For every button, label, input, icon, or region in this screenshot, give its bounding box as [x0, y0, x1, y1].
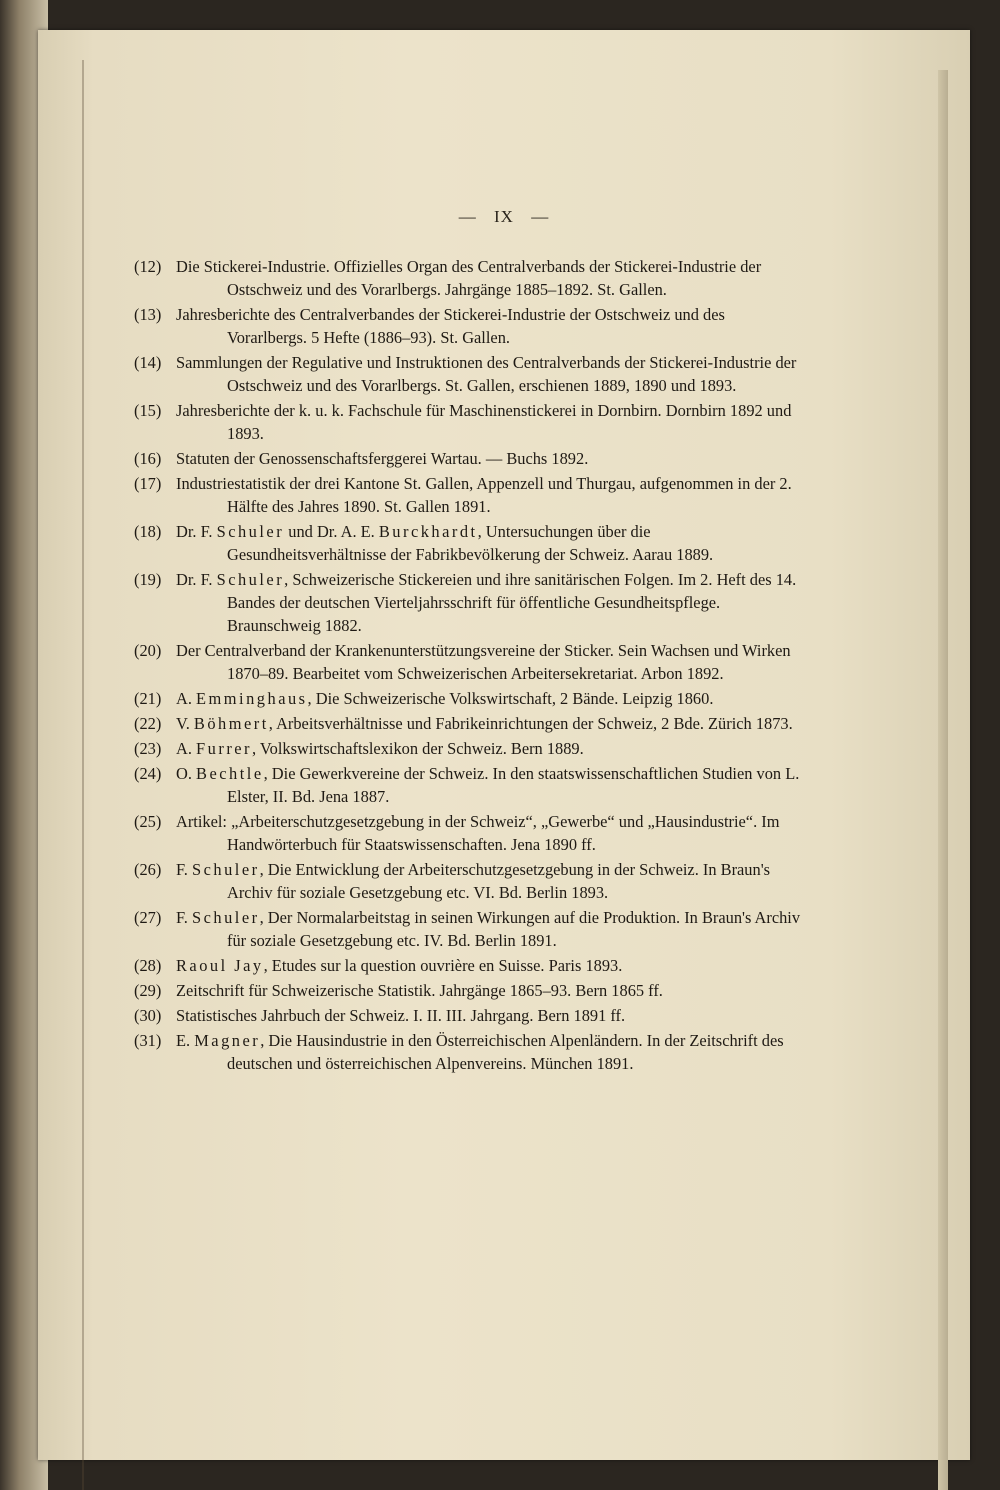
entry-title: , Untersuchungen über die Gesundheitsverhältnisse der Fabrikbevölkerung der Schweiz. Aarau 1889. — [227, 522, 714, 564]
bibliography-entry — [134, 472, 802, 518]
entry-text — [176, 522, 713, 564]
entry-text — [176, 1006, 625, 1025]
entry-text — [176, 860, 770, 902]
entry-number: (28) — [134, 956, 162, 975]
entry-number: (29) — [134, 981, 162, 1000]
entry-number: (15) — [134, 401, 162, 420]
author-initials: F. — [176, 908, 192, 927]
entry-title: Zeitschrift für Schweizerische Statistik. Jahrgänge 1865–93. Bern 1865 ff. — [176, 981, 663, 1000]
entry-title: Jahresberichte der k. u. k. Fachschule für Maschinenstickerei in Dornbirn. Dornbirn 1892 und 1893. — [176, 401, 792, 443]
entry-number: (26) — [134, 860, 162, 879]
entry-text — [176, 474, 792, 516]
author-name: Emminghaus — [196, 689, 308, 708]
bibliography-entry — [134, 687, 802, 710]
bibliography-entry — [134, 712, 802, 735]
entry-title: , Die Schweizerische Volkswirtschaft, 2 Bände. Leipzig 1860. — [307, 689, 714, 708]
bibliography-entry — [134, 447, 802, 470]
entry-title: , Etudes sur la question ouvrière en Suisse. Paris 1893. — [263, 956, 623, 975]
entry-title: Die Stickerei-Industrie. Offizielles Organ des Centralverbands der Stickerei-Industrie der Ostschweiz und des Vorarlbergs. Jahrgänge 1885–1892. St. Gallen. — [176, 257, 762, 299]
author-name: Schuler — [216, 522, 285, 541]
entry-text — [176, 689, 713, 708]
page-header — [38, 207, 970, 227]
entry-number: (23) — [134, 739, 162, 758]
entry-text — [176, 570, 796, 635]
bibliography-entry — [134, 351, 802, 397]
entry-text — [176, 1031, 784, 1073]
author-initials: A. — [176, 739, 197, 758]
entry-text — [176, 956, 622, 975]
author-name: Furrer — [196, 739, 253, 758]
entry-text — [176, 401, 791, 443]
entry-number: (27) — [134, 908, 162, 927]
entry-title: Jahresberichte des Centralverbandes der Stickerei-Industrie der Ostschweiz und des Vorarlbergs. 5 Hefte (1886–93). St. Gallen. — [176, 305, 725, 347]
author-name: Burckhardt — [378, 522, 478, 541]
author-name: Raoul Jay — [176, 956, 264, 975]
entry-title: Sammlungen der Regulative und Instruktionen des Centralverbands der Stickerei-Industrie der Ostschweiz und des Vorarlbergs. St. Gallen, erschienen 1889, 1890 und 1893. — [176, 353, 797, 395]
bibliography-entry — [134, 810, 802, 856]
bibliography-list — [134, 255, 802, 1075]
header-dash-left: — — [458, 207, 477, 226]
entry-number: (17) — [134, 474, 162, 493]
entry-title: , Der Normalarbeitstag in seinen Wirkungen auf die Produktion. In Braun's Archiv für soziale Gesetzgebung etc. IV. Bd. Berlin 1891. — [227, 908, 801, 950]
author-joiner: und Dr. A. E. — [284, 522, 379, 541]
author-name: Schuler — [192, 860, 260, 879]
entry-number: (16) — [134, 449, 162, 468]
entry-text — [176, 257, 761, 299]
entry-title: , Die Gewerkvereine der Schweiz. In den staatswissenschaftlichen Studien von L. Elster, II. Bd. Jena 1887. — [227, 764, 800, 806]
bibliography-entry — [134, 737, 802, 760]
bibliography-entry — [134, 858, 802, 904]
entry-text — [176, 764, 799, 806]
entry-title: , Arbeitsverhältnisse und Fabrikeinrichtungen der Schweiz, 2 Bde. Zürich 1873. — [268, 714, 793, 733]
entry-text — [176, 812, 779, 854]
entry-title: Der Centralverband der Krankenunterstützungsvereine der Sticker. Sein Wachsen und Wirken 1870–89. Bearbeitet vom Schweizerischen Arbeitersekretariat. Arbon 1892. — [176, 641, 791, 683]
bibliography-entry — [134, 568, 802, 637]
author-name: Bechtle — [196, 764, 264, 783]
entry-text — [176, 641, 791, 683]
bibliography-entry — [134, 762, 802, 808]
author-initials: F. — [176, 860, 192, 879]
entry-number: (21) — [134, 689, 162, 708]
entry-text — [176, 714, 793, 733]
entry-number: (31) — [134, 1031, 162, 1050]
entry-title: , Schweizerische Stickereien und ihre sanitärischen Folgen. Im 2. Heft des 14. Bandes der deutschen Vierteljahrsschrift für öffentliche Gesundheitspflege. Braunschweig 1882. — [227, 570, 797, 635]
entry-text — [176, 739, 584, 758]
author-initials: Dr. F. — [176, 522, 217, 541]
bibliography-entry — [134, 639, 802, 685]
header-dash-right: — — [531, 207, 550, 226]
entry-title: , Die Hausindustrie in den Österreichischen Alpenländern. In der Zeitschrift des deutschen und österreichischen Alpenvereins. München 1891. — [227, 1031, 784, 1073]
book-page — [38, 30, 970, 1460]
entry-number: (25) — [134, 812, 162, 831]
author-initials: A. — [176, 689, 197, 708]
author-name: Schuler — [192, 908, 260, 927]
entry-number: (30) — [134, 1006, 162, 1025]
author-initials: Dr. F. — [176, 570, 217, 589]
bibliography-entry — [134, 1029, 802, 1075]
bibliography-entry — [134, 954, 802, 977]
bibliography-entry — [134, 906, 802, 952]
author-initials: O. — [176, 764, 197, 783]
entry-number: (19) — [134, 570, 162, 589]
entry-title: , Die Entwicklung der Arbeiterschutzgesetzgebung in der Schweiz. In Braun's Archiv für soziale Gesetzgebung etc. VI. Bd. Berlin 1893. — [227, 860, 771, 902]
entry-number: (13) — [134, 305, 162, 324]
page-number: IX — [494, 207, 514, 226]
entry-number: (24) — [134, 764, 162, 783]
entry-text — [176, 981, 663, 1000]
entry-number: (18) — [134, 522, 162, 541]
entry-title: Statuten der Genossenschaftsferggerei Wartau. — Buchs 1892. — [176, 449, 589, 468]
entry-text — [176, 305, 725, 347]
entry-text — [176, 353, 796, 395]
bibliography-entry — [134, 255, 802, 301]
entry-title: , Volkswirtschaftslexikon der Schweiz. Bern 1889. — [252, 739, 584, 758]
entry-number: (12) — [134, 257, 162, 276]
bibliography-entry — [134, 979, 802, 1002]
page-edge — [938, 70, 948, 1490]
entry-title: Statistisches Jahrbuch der Schweiz. I. II. III. Jahrgang. Bern 1891 ff. — [176, 1006, 626, 1025]
bibliography-entry — [134, 399, 802, 445]
entry-number: (14) — [134, 353, 162, 372]
author-initials: E. — [176, 1031, 195, 1050]
entry-title: Industriestatistik der drei Kantone St. Gallen, Appenzell und Thurgau, aufgenommen in der 2. Hälfte des Jahres 1890. St. Gallen 1891. — [176, 474, 792, 516]
author-name: Böhmert — [193, 714, 269, 733]
author-name: Schuler — [216, 570, 285, 589]
entry-title: Artikel: „Arbeiterschutzgesetzgebung in der Schweiz“, „Gewerbe“ und „Hausindustrie“. Im Handwörterbuch für Staatswissenschaften. Jena 1890 ff. — [176, 812, 780, 854]
page-fold — [82, 60, 84, 1490]
entry-number: (20) — [134, 641, 162, 660]
entry-text — [176, 449, 588, 468]
author-initials: V. — [176, 714, 194, 733]
author-name: Magner — [194, 1031, 261, 1050]
entry-number: (22) — [134, 714, 162, 733]
entry-text — [176, 908, 800, 950]
bibliography-entry — [134, 303, 802, 349]
bibliography-entry — [134, 520, 802, 566]
bibliography-entry — [134, 1004, 802, 1027]
